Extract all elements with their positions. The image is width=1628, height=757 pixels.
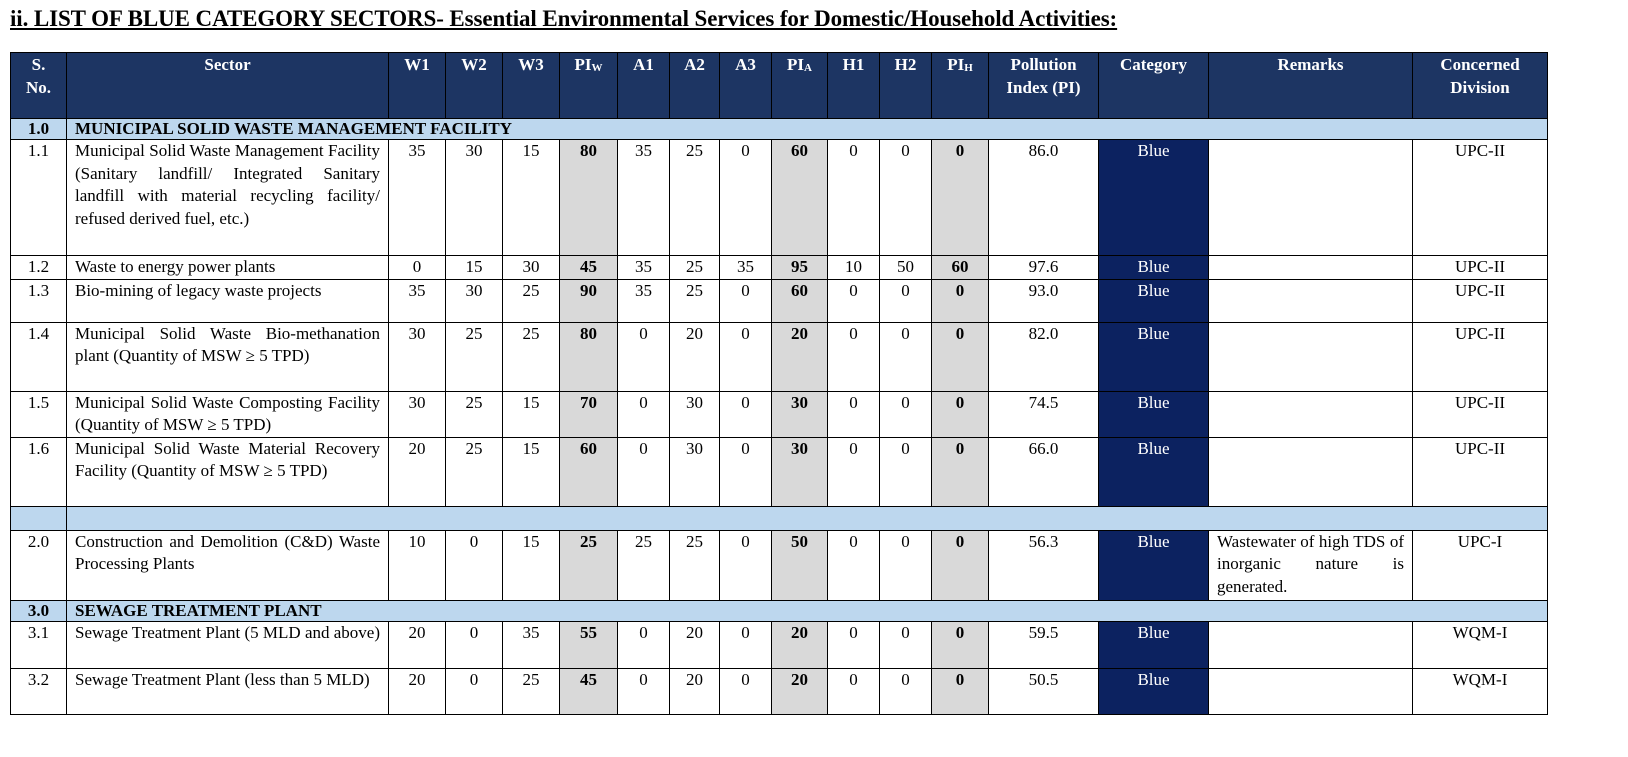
cell-pih: 0: [932, 621, 989, 668]
cell-h1: 0: [828, 621, 880, 668]
cell-a3: 0: [720, 279, 772, 322]
cell-h1: 0: [828, 391, 880, 437]
cell-pia: 20: [772, 668, 828, 714]
header-w2: W2: [446, 53, 503, 119]
cell-category: Blue: [1099, 140, 1209, 256]
blue-category-table: [10, 52, 1548, 715]
cell-sno: 3.1: [11, 621, 67, 668]
cell-category: Blue: [1099, 256, 1209, 280]
cell-pia: 30: [772, 391, 828, 437]
cell-pia: 20: [772, 322, 828, 391]
cell-pia: 95: [772, 256, 828, 280]
cell-pollution-index: 59.5: [989, 621, 1099, 668]
cell-division: WQM-I: [1413, 621, 1548, 668]
cell-a3: 0: [720, 437, 772, 506]
cell-a3: 0: [720, 668, 772, 714]
cell-sno: 3.2: [11, 668, 67, 714]
cell-pollution-index: 86.0: [989, 140, 1099, 256]
cell-sector: Municipal Solid Waste Material Recovery Facility (Quantity of MSW ≥ 5 TPD): [67, 437, 389, 506]
cell-a1: 0: [618, 621, 670, 668]
cell-h2: 0: [880, 530, 932, 600]
cell-piw: 90: [560, 279, 618, 322]
cell-h2: 0: [880, 437, 932, 506]
cell-category: Blue: [1099, 668, 1209, 714]
cell-sno: 1.1: [11, 140, 67, 256]
cell-w1: 20: [389, 668, 446, 714]
cell-category: Blue: [1099, 530, 1209, 600]
cell-division: UPC-II: [1413, 322, 1548, 391]
cell-a3: 0: [720, 140, 772, 256]
cell-h2: 0: [880, 621, 932, 668]
cell-sector: Bio-mining of legacy waste projects: [67, 279, 389, 322]
table-row: [11, 621, 1548, 668]
cell-a2: 25: [670, 279, 720, 322]
cell-sector: Sewage Treatment Plant (5 MLD and above): [67, 621, 389, 668]
cell-division: UPC-II: [1413, 391, 1548, 437]
cell-pih: 0: [932, 530, 989, 600]
cell-a2: 25: [670, 530, 720, 600]
cell-pih: 0: [932, 279, 989, 322]
cell-pih: 0: [932, 437, 989, 506]
cell-pollution-index: 66.0: [989, 437, 1099, 506]
header-division: Concerned Division: [1413, 53, 1548, 119]
cell-pih: 0: [932, 668, 989, 714]
cell-pollution-index: 56.3: [989, 530, 1099, 600]
cell-w1: 35: [389, 279, 446, 322]
cell-piw: 80: [560, 140, 618, 256]
cell-h1: 10: [828, 256, 880, 280]
cell-w1: 20: [389, 437, 446, 506]
cell-a3: 0: [720, 530, 772, 600]
header-sno: S. No.: [11, 53, 67, 119]
section-no: 3.0: [11, 600, 67, 621]
cell-remarks: [1209, 140, 1413, 256]
header-pia: $PI_A$: [772, 53, 828, 119]
cell-pih: 60: [932, 256, 989, 280]
header-piw: $PI_W$: [560, 53, 618, 119]
cell-sno: 1.5: [11, 391, 67, 437]
cell-pollution-index: 82.0: [989, 322, 1099, 391]
cell-sno: 1.6: [11, 437, 67, 506]
cell-w2: 25: [446, 437, 503, 506]
section-name: SEWAGE TREATMENT PLANT: [67, 600, 1548, 621]
cell-w3: 30: [503, 256, 560, 280]
cell-a1: 35: [618, 279, 670, 322]
cell-a1: 0: [618, 322, 670, 391]
cell-piw: 80: [560, 322, 618, 391]
cell-pia: 30: [772, 437, 828, 506]
cell-category: Blue: [1099, 322, 1209, 391]
cell-h2: 0: [880, 391, 932, 437]
cell-h1: 0: [828, 279, 880, 322]
cell-piw: 45: [560, 668, 618, 714]
cell-w1: 30: [389, 391, 446, 437]
cell-a1: 25: [618, 530, 670, 600]
section-row: [11, 119, 1548, 140]
cell-w2: 30: [446, 140, 503, 256]
cell-pih: 0: [932, 140, 989, 256]
cell-division: UPC-II: [1413, 279, 1548, 322]
cell-h2: 0: [880, 279, 932, 322]
cell-remarks: [1209, 279, 1413, 322]
cell-h2: 0: [880, 140, 932, 256]
cell-h2: 0: [880, 668, 932, 714]
cell-w2: 0: [446, 668, 503, 714]
cell-h1: 0: [828, 322, 880, 391]
cell-piw: 70: [560, 391, 618, 437]
cell-a3: 0: [720, 322, 772, 391]
table-row: [11, 437, 1548, 506]
cell-sno: 1.2: [11, 256, 67, 280]
cell-a1: 0: [618, 668, 670, 714]
cell-h1: 0: [828, 140, 880, 256]
cell-pih: 0: [932, 391, 989, 437]
cell-category: Blue: [1099, 391, 1209, 437]
section-name: MUNICIPAL SOLID WASTE MANAGEMENT FACILITY: [67, 119, 1548, 140]
cell-h1: 0: [828, 668, 880, 714]
cell-a2: 30: [670, 437, 720, 506]
cell-remarks: [1209, 668, 1413, 714]
cell-a2: 25: [670, 256, 720, 280]
cell-w1: 20: [389, 621, 446, 668]
cell-division: UPC-I: [1413, 530, 1548, 600]
cell-category: Blue: [1099, 279, 1209, 322]
cell-w1: 10: [389, 530, 446, 600]
cell-sector: Municipal Solid Waste Bio-methanation plant (Quantity of MSW ≥ 5 TPD): [67, 322, 389, 391]
cell-a1: 0: [618, 437, 670, 506]
cell-w3: 15: [503, 140, 560, 256]
cell-pollution-index: 50.5: [989, 668, 1099, 714]
section-row-empty: [11, 506, 1548, 530]
cell-remarks: [1209, 391, 1413, 437]
cell-a2: 20: [670, 668, 720, 714]
cell-w2: 15: [446, 256, 503, 280]
header-pollution-index: Pollution Index (PI): [989, 53, 1099, 119]
cell-a2: 20: [670, 322, 720, 391]
cell-w3: 15: [503, 391, 560, 437]
cell-remarks: [1209, 256, 1413, 280]
cell-remarks: [1209, 621, 1413, 668]
table-row: [11, 322, 1548, 391]
cell-h2: 50: [880, 256, 932, 280]
cell-division: WQM-I: [1413, 668, 1548, 714]
table-row: [11, 256, 1548, 280]
cell-division: UPC-II: [1413, 140, 1548, 256]
cell-w2: 25: [446, 391, 503, 437]
cell-w1: 0: [389, 256, 446, 280]
cell-w1: 35: [389, 140, 446, 256]
cell-w3: 25: [503, 668, 560, 714]
cell-sno: 1.4: [11, 322, 67, 391]
header-a2: A2: [670, 53, 720, 119]
cell-sector: Sewage Treatment Plant (less than 5 MLD): [67, 668, 389, 714]
cell-remarks: [1209, 437, 1413, 506]
cell-w1: 30: [389, 322, 446, 391]
table-row: [11, 668, 1548, 714]
header-w3: W3: [503, 53, 560, 119]
cell-piw: 55: [560, 621, 618, 668]
cell-w2: 25: [446, 322, 503, 391]
cell-w3: 25: [503, 279, 560, 322]
header-row: [11, 53, 1548, 119]
cell-category: Blue: [1099, 621, 1209, 668]
cell-h1: 0: [828, 530, 880, 600]
cell-pia: 60: [772, 279, 828, 322]
cell-w2: 0: [446, 621, 503, 668]
cell-a1: 35: [618, 140, 670, 256]
cell-pollution-index: 97.6: [989, 256, 1099, 280]
section-name: [67, 506, 1548, 530]
page-title: ii. LIST OF BLUE CATEGORY SECTORS- Essential Environmental Services for Domestic/Household Activities:: [10, 6, 1118, 31]
cell-w3: 15: [503, 530, 560, 600]
cell-w2: 0: [446, 530, 503, 600]
cell-h1: 0: [828, 437, 880, 506]
cell-a1: 0: [618, 391, 670, 437]
cell-division: UPC-II: [1413, 437, 1548, 506]
cell-piw: 60: [560, 437, 618, 506]
cell-sno: 2.0: [11, 530, 67, 600]
table-row: [11, 391, 1548, 437]
cell-division: UPC-II: [1413, 256, 1548, 280]
cell-piw: 25: [560, 530, 618, 600]
cell-pollution-index: 74.5: [989, 391, 1099, 437]
cell-a3: 0: [720, 391, 772, 437]
cell-pia: 50: [772, 530, 828, 600]
cell-a2: 25: [670, 140, 720, 256]
cell-pih: 0: [932, 322, 989, 391]
cell-a2: 30: [670, 391, 720, 437]
cell-a1: 35: [618, 256, 670, 280]
cell-w3: 15: [503, 437, 560, 506]
cell-sector: Municipal Solid Waste Composting Facility (Quantity of MSW ≥ 5 TPD): [67, 391, 389, 437]
header-pih: $PI_H$: [932, 53, 989, 119]
cell-category: Blue: [1099, 437, 1209, 506]
cell-w3: 25: [503, 322, 560, 391]
cell-sector: Construction and Demolition (C&D) Waste Processing Plants: [67, 530, 389, 600]
table-row: [11, 530, 1548, 600]
cell-sector: Municipal Solid Waste Management Facility (Sanitary landfill/ Integrated Sanitary landfill with material recycling facility/ refused derived fuel, etc.): [67, 140, 389, 256]
section-row: [11, 600, 1548, 621]
table-row: [11, 140, 1548, 256]
header-h1: H1: [828, 53, 880, 119]
header-category: Category: [1099, 53, 1209, 119]
header-a3: A3: [720, 53, 772, 119]
cell-remarks: [1209, 322, 1413, 391]
section-no: 1.0: [11, 119, 67, 140]
header-h2: H2: [880, 53, 932, 119]
table-row: [11, 279, 1548, 322]
cell-piw: 45: [560, 256, 618, 280]
cell-sector: Waste to energy power plants: [67, 256, 389, 280]
header-a1: A1: [618, 53, 670, 119]
cell-a3: 0: [720, 621, 772, 668]
cell-pia: 20: [772, 621, 828, 668]
cell-a3: 35: [720, 256, 772, 280]
cell-a2: 20: [670, 621, 720, 668]
cell-sno: 1.3: [11, 279, 67, 322]
section-no: [11, 506, 67, 530]
cell-h2: 0: [880, 322, 932, 391]
cell-w3: 35: [503, 621, 560, 668]
header-remarks: Remarks: [1209, 53, 1413, 119]
cell-remarks: Wastewater of high TDS of inorganic nature is generated.: [1209, 530, 1413, 600]
header-sector: Sector: [67, 53, 389, 119]
cell-pia: 60: [772, 140, 828, 256]
cell-w2: 30: [446, 279, 503, 322]
header-w1: W1: [389, 53, 446, 119]
cell-pollution-index: 93.0: [989, 279, 1099, 322]
